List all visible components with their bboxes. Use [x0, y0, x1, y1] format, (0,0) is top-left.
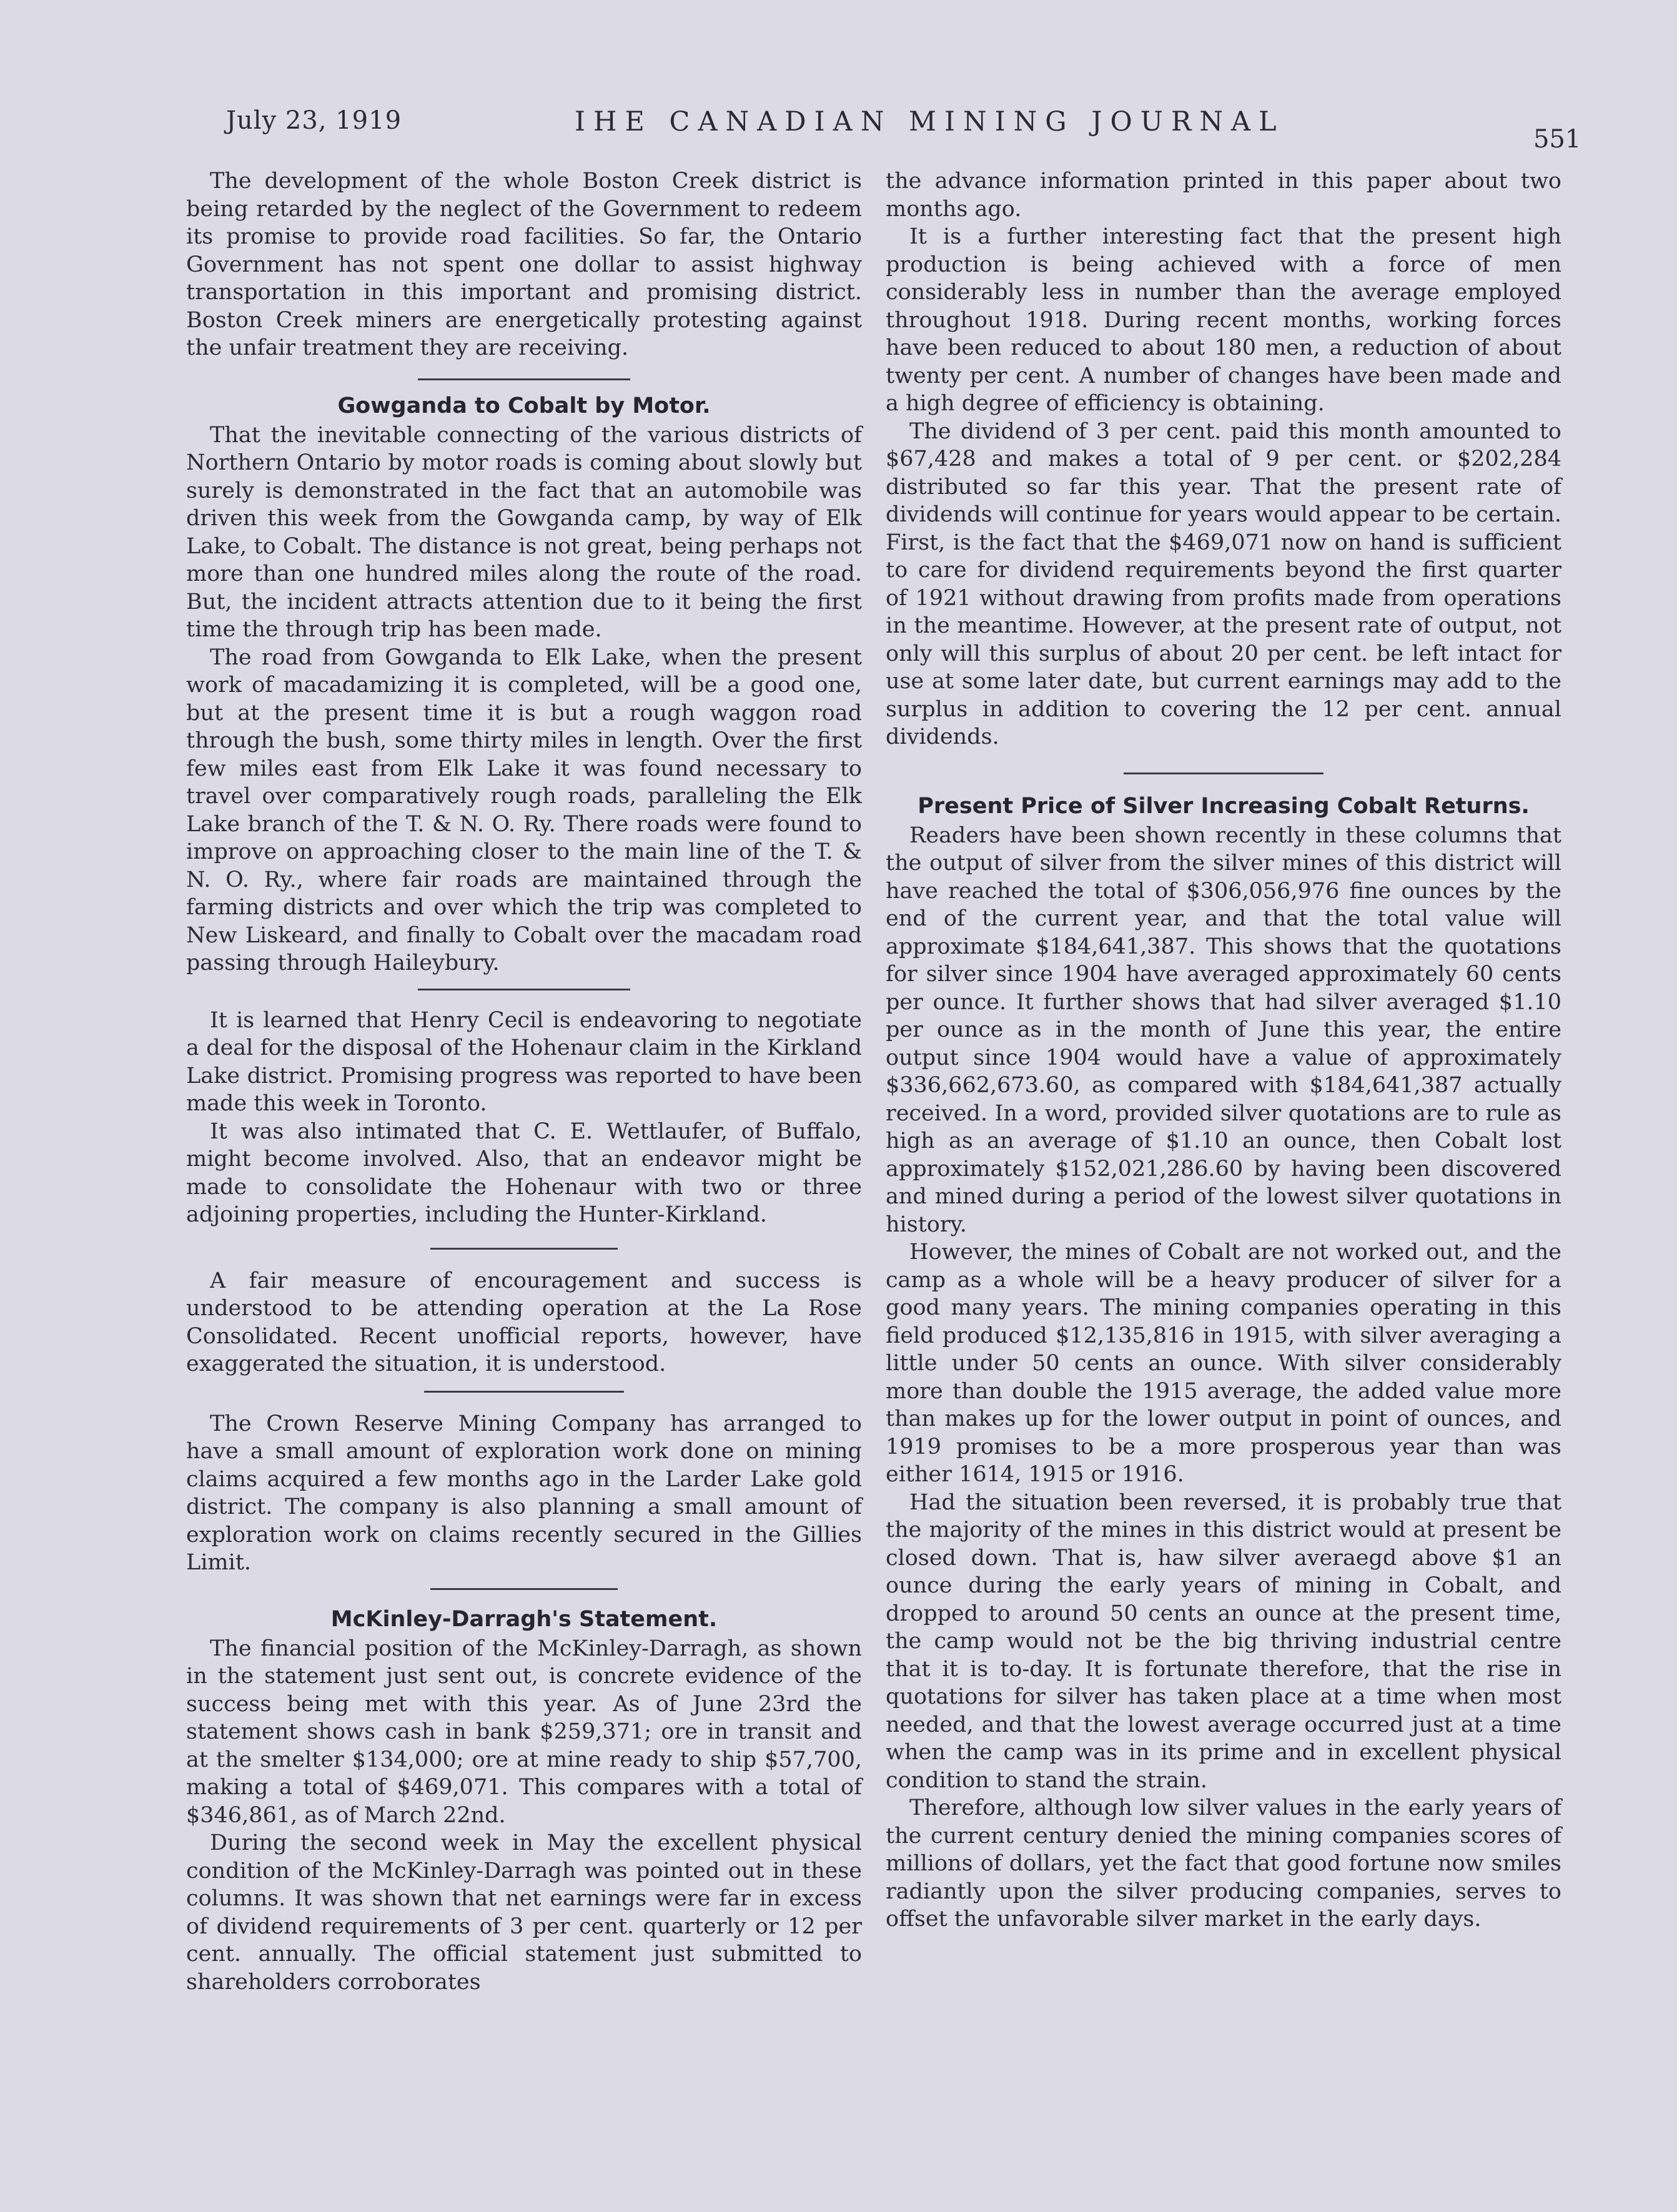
continued-paragraph: the advance information printed in this paper about two months ago. [886, 169, 1561, 222]
gowganda-paragraph-1: That the inevitable connecting of the various districts of Northern Ontario by motor roads is coming about slowly but surely is demonstrated in the fact that an automobile was driven this week from the Gowganda camp, by way of Elk Lake, to Cobalt. The distance is not great, being perhaps not more than one hundred miles along the route of the road. But, the incident attracts attention due to it being the first time the through trip has been made. [186, 422, 862, 642]
mckinley-heading: McKinley-Darragh's Statement. [330, 1606, 718, 1632]
mckinley-paragraph-2: During the second week in May the excellent physical condition of the McKinley-Darragh was pointed out in these columns. It was shown that net earnings were far in excess of dividend requirements of 3 per cent. quarterly or 12 per cent. annually. The official statement just submitted to shareholders corroborates [186, 1830, 862, 1995]
section-divider [430, 1588, 618, 1590]
mckinley-paragraph-1: The financial position of the McKinley-Darragh, as shown in the statement just sent out, is concrete evidence of the success being met with this year. As of June 23rd the statement shows cash in bank $259,371; ore in transit and at the smelter $134,000; ore at mine ready to ship $57,700, making a total of $469,071. This compares with a total of $346,861, as of March 22nd. [186, 1636, 862, 1828]
left-column [186, 167, 862, 1996]
section-divider [1124, 773, 1323, 774]
silver-paragraph-4: Therefore, although low silver values in the early years of the current century denied the mining companies scores of millions of dollars, yet the fact that good fortune now smiles radiantly upon the silver producing companies, serves to offset the unfavorable silver market in the early days. [886, 1795, 1561, 1932]
gowganda-heading: Gowganda to Cobalt by Motor. [337, 393, 711, 418]
right-column [886, 167, 1561, 1933]
silver-paragraph-2: However, the mines of Cobalt are not worked out, and the camp as a whole will be a heavy producer of silver for a good many years. The mining companies operating in this field produced $12,135,816 in 1915, with silver averaging a little under 50 cents an ounce. With silver considerably more than double the 1915 average, the added value more than makes up for the lower output in point of ounces, and 1919 promises to be a more prosperous year than was either 1614, 1915 or 1916. [886, 1240, 1561, 1487]
la-rose-paragraph: A fair measure of encouragement and success is understood to be attending operation at the La Rose Consolidated. Recent unofficial reports, however, have exaggerated the situation, it is understood. [186, 1268, 862, 1376]
page-number: 551 [1533, 125, 1581, 154]
cecil-paragraph-1: It is learned that Henry Cecil is endeavoring to negotiate a deal for the disposal of the Hohenaur claim in the Kirkland Lake district. Promising progress was reported to have been made this week in Toronto. [186, 1007, 862, 1116]
dividend-paragraph: The dividend of 3 per cent. paid this month amounted to $67,428 and makes a total of 9 per cent. or $202,284 distributed so far this year. That the present rate of dividends will continue for years would appear to be certain. First, is the fact that the $469,071 now on hand is sufficient to care for dividend requirements beyond the first quarter of 1921 without drawing from profits made from operations in the meantime. However, at the present rate of output, not only will this surplus of about 20 per cent. be left intact for use at some later date, but current earnings may add to the surplus in addition to covering the 12 per cent. annual dividends. [886, 418, 1561, 749]
silver-paragraph-1: Readers have been shown recently in these columns that the output of silver from the silver mines of this district will have reached the total of $306,056,976 fine ounces by the end of the current year, and that the total value will approximate $184,641,387. This shows that the quotations for silver since 1904 have averaged approximately 60 cents per ounce. It further shows that had silver averaged $1.10 per ounce as in the month of June this year, the entire output since 1904 would have a value of approximately $336,662,673.60, as compared with $184,641,387 actually received. In a word, provided silver quotations are to rule as high as an average of $1.10 an ounce, then Cobalt lost approximately $152,021,286.60 by having been discovered and mined during a period of the lowest silver quotations in history. [886, 822, 1561, 1237]
section-divider [418, 989, 630, 990]
section-divider [418, 378, 630, 380]
section-divider [424, 1391, 624, 1393]
section-divider [430, 1248, 618, 1250]
silver-price-heading: Present Price of Silver Increasing Cobalt Returns. [918, 793, 1530, 819]
issue-date: July 23, 1919 [226, 106, 402, 135]
silver-paragraph-3: Had the situation been reversed, it is probably true that the majority of the mines in this district would at present be closed down. That is, haw silver averaegd above $1 an ounce during the early years of mining in Cobalt, and dropped to around 50 cents an ounce at the present time, the camp would not be the big thriving industrial centre that it is to-day. It is fortunate therefore, that the rise in quotations for silver has taken place at a time when most needed, and that the lowest average occurred just at a time when the camp was in its prime and in excellent physical condition to stand the strain. [886, 1489, 1561, 1793]
boston-creek-paragraph: The development of the whole Boston Creek district is being retarded by the neglect of the Government to redeem its promise to provide road facilities. So far, the Ontario Government has not spent one dollar to assist highway transportation in this important and promising district. Boston Creek miners are energetically protesting against the unfair treatment they are receiving. [186, 169, 862, 360]
gowganda-paragraph-2: The road from Gowganda to Elk Lake, when the present work of macadamizing it is completed, will be a good one, but at the present time it is but a rough waggon road through the bush, some thirty miles in length. Over the first few miles east from Elk Lake it was found necessary to travel over comparatively rough roads, paralleling the Elk Lake branch of the T. & N. O. Ry. There roads were found to improve on approaching closer to the main line of the T. & N. O. Ry., where fair roads are maintained through the farming districts and over which the trip was completed to New Liskeard, and finally to Cobalt over the macadam road passing through Haileybury. [186, 644, 862, 975]
page-header [0, 106, 1677, 156]
workforce-paragraph: It is a further interesting fact that the present high production is being achieved with a force of men considerably less in number than the average employed throughout 1918. During recent months, working forces have been reduced to about 180 men, a reduction of about twenty per cent. A number of changes have been made and a high degree of efficiency is obtaining. [886, 224, 1561, 416]
cecil-paragraph-2: It was also intimated that C. E. Wettlaufer, of Buffalo, might become involved. Also, that an endeavor might be made to consolidate the Hohenaur with two or three adjoining properties, including the Hunter-Kirkland. [186, 1118, 862, 1227]
crown-reserve-paragraph: The Crown Reserve Mining Company has arranged to have a small amount of exploration work done on mining claims acquired a few months ago in the Larder Lake gold district. The company is also planning a small amount of exploration work on claims recently secured in the Gillies Limit. [186, 1411, 862, 1575]
journal-title: IHE CANADIAN MINING JOURNAL [575, 106, 1285, 137]
